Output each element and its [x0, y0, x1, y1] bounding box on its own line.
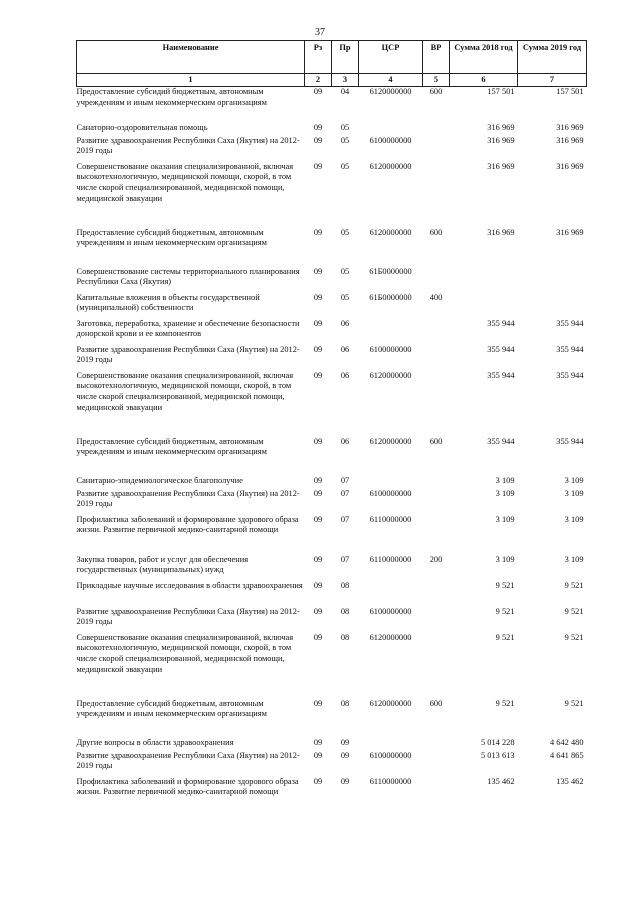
- row-sum-2018: 3 109: [495, 554, 515, 564]
- row-pr: 05: [340, 135, 350, 145]
- row-pr: 05: [340, 266, 350, 276]
- row-csr: 6120000000: [369, 227, 412, 237]
- row-csr: 6120000000: [369, 698, 412, 708]
- row-rz: 09: [313, 750, 323, 760]
- row-rz: 09: [313, 87, 323, 96]
- row-name: Предоставление субсидий бюджетным, автономным учреждениям и иным некоммерческим организациям: [76, 87, 267, 107]
- row-name: Заготовка, переработка, хранение и обеспечение безопасности донорской крови и ее компонентов: [76, 318, 300, 339]
- row-vr: [423, 515, 450, 555]
- table-row: [77, 751, 587, 777]
- row-name: Совершенствование оказания специализированной, включая высокотехнологичную, медицинской помощи, скорой, в том числе скорой специализированной, медицинской помощи, медицинской эвакуации: [76, 632, 294, 675]
- table-row: [77, 437, 587, 476]
- row-name: Предоставление субсидий бюджетным, автономным учреждениям и иным некоммерческим организациям: [76, 436, 267, 457]
- row-vr: [423, 777, 450, 817]
- table-row: [77, 371, 587, 437]
- row-csr: 6100000000: [369, 344, 412, 354]
- row-name: Профилактика заболеваний и формирование здорового образа жизни. Развитие первичной медико-санитарной помощи: [76, 776, 299, 797]
- row-pr: 06: [340, 370, 350, 380]
- row-sum-2019: 4 642 480: [550, 737, 584, 747]
- row-sum-2018: 9 521: [495, 606, 515, 616]
- table-row: [77, 136, 587, 162]
- row-name: Развитие здравоохранения Республики Саха (Якутия) на 2012-2019 годы: [76, 750, 300, 771]
- row-sum-2019: 316 969: [556, 135, 584, 145]
- row-rz: 09: [313, 737, 323, 747]
- row-csr: [359, 581, 423, 607]
- row-csr: 6110000000: [369, 554, 412, 564]
- row-name: Профилактика заболеваний и формирование здорового образа жизни. Развитие первичной медико-санитарной помощи: [76, 514, 299, 535]
- row-csr: 6100000000: [369, 750, 412, 760]
- row-rz: 09: [313, 488, 323, 498]
- column-number: 4: [359, 74, 423, 87]
- row-csr: 6100000000: [369, 488, 412, 498]
- row-name: Капитальные вложения в объекты государственной (муниципальной) собственности: [76, 292, 260, 313]
- row-sum-2019: 316 969: [556, 122, 584, 132]
- row-name: Предоставление субсидий бюджетным, автономным учреждениям и иным некоммерческим организациям: [76, 698, 267, 719]
- row-rz: 09: [313, 436, 323, 446]
- row-sum-2018: 316 969: [487, 122, 515, 132]
- row-csr: [359, 738, 423, 751]
- row-sum-2019: 9 521: [564, 632, 584, 642]
- row-name: Развитие здравоохранения Республики Саха (Якутия) на 2012-2019 годы: [76, 488, 300, 509]
- row-sum-2018: 5 013 613: [481, 750, 515, 760]
- row-vr: 400: [429, 292, 443, 302]
- row-sum-2019: 9 521: [564, 698, 584, 708]
- row-pr: 08: [340, 580, 350, 590]
- table-body: [77, 87, 587, 817]
- row-sum-2019: 3 109: [564, 475, 584, 485]
- row-pr: 07: [340, 514, 350, 524]
- row-vr: [423, 123, 450, 136]
- row-sum-2019: 355 944: [556, 344, 584, 354]
- row-pr: 05: [340, 161, 350, 171]
- row-vr: 600: [429, 227, 443, 237]
- row-sum-2018: 3 109: [495, 514, 515, 524]
- column-number: 3: [332, 74, 359, 87]
- row-vr: [423, 607, 450, 633]
- header-name: Наименование: [77, 41, 305, 74]
- row-rz: 09: [313, 266, 323, 276]
- row-pr: 05: [340, 292, 350, 302]
- row-sum-2019: [518, 267, 587, 293]
- row-vr: [423, 319, 450, 345]
- row-sum-2018: 3 109: [495, 475, 515, 485]
- table-row: [77, 267, 587, 293]
- table-row: [77, 345, 587, 371]
- row-rz: 09: [313, 475, 323, 485]
- row-vr: 600: [429, 698, 443, 708]
- row-sum-2019: 135 462: [556, 776, 584, 786]
- column-number: 5: [423, 74, 450, 87]
- row-sum-2018: [450, 293, 518, 319]
- row-vr: [423, 267, 450, 293]
- row-rz: 09: [313, 632, 323, 642]
- row-sum-2019: 3 109: [564, 488, 584, 498]
- row-vr: 600: [429, 436, 443, 446]
- row-csr: [359, 476, 423, 489]
- table-row: [77, 123, 587, 136]
- row-sum-2018: 355 944: [487, 344, 515, 354]
- column-number: 1: [77, 74, 305, 87]
- row-pr: 08: [340, 632, 350, 642]
- row-sum-2019: [518, 293, 587, 319]
- row-sum-2019: 316 969: [556, 227, 584, 237]
- row-name: Развитие здравоохранения Республики Саха (Якутия) на 2012-2019 годы: [76, 606, 300, 627]
- header-rz: Рз: [305, 41, 332, 74]
- row-sum-2018: 355 944: [487, 318, 515, 328]
- row-rz: 09: [313, 161, 323, 171]
- header-vr: ВР: [423, 41, 450, 74]
- row-name: Развитие здравоохранения Республики Саха (Якутия) на 2012-2019 годы: [76, 344, 300, 365]
- row-vr: [423, 136, 450, 162]
- table-row: [77, 555, 587, 581]
- row-name: Совершенствование оказания специализированной, включая высокотехнологичную, медицинской помощи, скорой, в том числе скорой специализированной, медицинской помощи, медицинской эвакуации: [76, 161, 294, 204]
- row-vr: [423, 738, 450, 751]
- table-row: [77, 633, 587, 699]
- row-pr: 07: [340, 554, 350, 564]
- budget-table: [76, 40, 587, 817]
- row-rz: 09: [313, 318, 323, 328]
- table-row: [77, 777, 587, 817]
- row-rz: 09: [313, 292, 323, 302]
- row-vr: [423, 581, 450, 607]
- table-row: [77, 162, 587, 228]
- row-vr: [423, 345, 450, 371]
- column-number: 2: [305, 74, 332, 87]
- row-pr: 09: [340, 776, 350, 786]
- row-rz: 09: [313, 122, 323, 132]
- row-sum-2018: 157 501: [487, 87, 515, 96]
- row-csr: 6120000000: [369, 161, 412, 171]
- row-csr: [359, 123, 423, 136]
- row-sum-2018: 316 969: [487, 135, 515, 145]
- row-pr: 05: [340, 122, 350, 132]
- row-csr: 61Б0000000: [369, 266, 412, 276]
- table-row: [77, 738, 587, 751]
- row-sum-2019: 9 521: [564, 580, 584, 590]
- row-vr: [423, 162, 450, 228]
- row-sum-2019: 355 944: [556, 436, 584, 446]
- row-pr: 09: [340, 750, 350, 760]
- row-csr: 6100000000: [369, 135, 412, 145]
- row-pr: 08: [340, 698, 350, 708]
- table-row: [77, 293, 587, 319]
- table-row: [77, 228, 587, 267]
- row-sum-2018: [450, 267, 518, 293]
- table-row: [77, 607, 587, 633]
- row-sum-2019: 3 109: [564, 514, 584, 524]
- row-pr: 06: [340, 344, 350, 354]
- row-rz: 09: [313, 776, 323, 786]
- row-vr: [423, 489, 450, 515]
- header-pr: Пр: [332, 41, 359, 74]
- row-sum-2018: 9 521: [495, 698, 515, 708]
- row-vr: [423, 633, 450, 699]
- page-number: 37: [315, 27, 325, 38]
- row-vr: [423, 371, 450, 437]
- row-pr: 09: [340, 737, 350, 747]
- row-rz: 09: [313, 370, 323, 380]
- header-sum-2019: Сумма 2019 год: [518, 41, 587, 74]
- row-rz: 09: [313, 698, 323, 708]
- row-csr: 61Б0000000: [369, 292, 412, 302]
- row-name: Совершенствование оказания специализированной, включая высокотехнологичную, медицинской помощи, скорой, в том числе скорой специализированной, медицинской помощи, медицинской эвакуации: [76, 370, 294, 413]
- row-csr: 6120000000: [369, 87, 412, 96]
- header-csr: ЦСР: [359, 41, 423, 74]
- row-csr: 6110000000: [369, 776, 412, 786]
- table-row: [77, 319, 587, 345]
- row-sum-2018: 135 462: [487, 776, 515, 786]
- row-sum-2018: 355 944: [487, 370, 515, 380]
- row-sum-2019: 3 109: [564, 554, 584, 564]
- row-sum-2019: 157 501: [556, 87, 584, 96]
- table-row: [77, 699, 587, 738]
- row-sum-2018: 9 521: [495, 580, 515, 590]
- row-name: Совершенствование системы территориального планирования Республики Саха (Якутия): [76, 266, 300, 287]
- row-sum-2018: 355 944: [487, 436, 515, 446]
- row-rz: 09: [313, 514, 323, 524]
- header-sum-2018: Сумма 2018 год: [450, 41, 518, 74]
- row-name: Санаторно-оздоровительная помощь: [76, 122, 208, 132]
- row-sum-2019: 355 944: [556, 318, 584, 328]
- row-vr: [423, 751, 450, 777]
- row-rz: 09: [313, 580, 323, 590]
- column-number: 7: [518, 74, 587, 87]
- row-name: Другие вопросы в области здравоохранения: [76, 737, 234, 747]
- table-row: [77, 489, 587, 515]
- row-pr: 07: [340, 488, 350, 498]
- table-row: [77, 476, 587, 489]
- row-rz: 09: [313, 344, 323, 354]
- row-name: Прикладные научные исследования в области здравоохранения: [76, 580, 303, 590]
- row-sum-2019: 316 969: [556, 161, 584, 171]
- row-csr: [359, 319, 423, 345]
- row-rz: 09: [313, 227, 323, 237]
- row-rz: 09: [313, 606, 323, 616]
- row-sum-2018: 316 969: [487, 227, 515, 237]
- row-name: Предоставление субсидий бюджетным, автономным учреждениям и иным некоммерческим организациям: [76, 227, 267, 248]
- row-name: Санитарно-эпидемиологическое благополучие: [76, 475, 243, 485]
- row-name: Развитие здравоохранения Республики Саха (Якутия) на 2012-2019 годы: [76, 135, 300, 156]
- table-row: [77, 581, 587, 607]
- row-sum-2019: 4 641 865: [550, 750, 584, 760]
- row-pr: 08: [340, 606, 350, 616]
- header-row: [77, 41, 587, 74]
- row-vr: 600: [429, 87, 443, 96]
- row-sum-2019: 355 944: [556, 370, 584, 380]
- row-pr: 04: [340, 87, 350, 96]
- row-sum-2018: 316 969: [487, 161, 515, 171]
- row-sum-2018: 5 014 228: [481, 737, 515, 747]
- row-csr: 6120000000: [369, 370, 412, 380]
- table-row: [77, 515, 587, 555]
- table-header: [77, 41, 587, 87]
- row-csr: 6120000000: [369, 632, 412, 642]
- row-csr: 6120000000: [369, 436, 412, 446]
- row-pr: 07: [340, 475, 350, 485]
- row-sum-2019: 9 521: [564, 606, 584, 616]
- table-row: [77, 87, 587, 123]
- column-number: 6: [450, 74, 518, 87]
- row-pr: 05: [340, 227, 350, 237]
- row-vr: 200: [429, 554, 443, 564]
- row-csr: 6110000000: [369, 514, 412, 524]
- row-csr: 6100000000: [369, 606, 412, 616]
- row-vr: [423, 476, 450, 489]
- row-rz: 09: [313, 554, 323, 564]
- row-pr: 06: [340, 318, 350, 328]
- row-sum-2018: 9 521: [495, 632, 515, 642]
- column-number-row: [77, 74, 587, 87]
- row-rz: 09: [313, 135, 323, 145]
- row-name: Закупка товаров, работ и услуг для обеспечения государственных (муниципальных) нужд: [76, 554, 249, 575]
- row-sum-2018: 3 109: [495, 488, 515, 498]
- row-pr: 06: [340, 436, 350, 446]
